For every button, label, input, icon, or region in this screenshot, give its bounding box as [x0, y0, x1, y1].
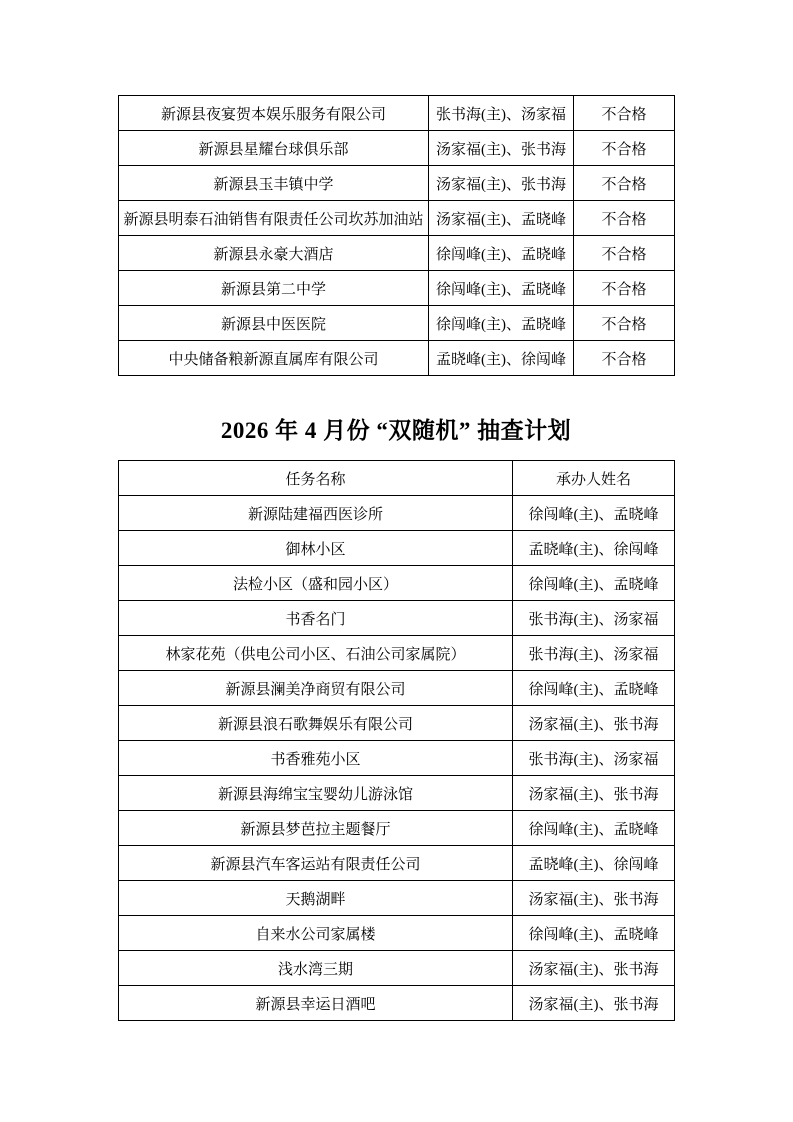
- table-row: [119, 916, 675, 951]
- table-row: [119, 271, 675, 306]
- table-row: [119, 306, 675, 341]
- task-name-cell: 新源县幸运日酒吧: [119, 986, 513, 1021]
- staff-cell: 张书海(主)、汤家福: [513, 601, 675, 636]
- staff-name-header: 承办人姓名: [513, 461, 675, 496]
- entity-name-cell: 新源县玉丰镇中学: [119, 166, 429, 201]
- table-row: [119, 706, 675, 741]
- inspectors-cell: 张书海(主)、汤家福: [429, 96, 574, 131]
- sampling-plan-table: [118, 460, 675, 1021]
- staff-cell: 汤家福(主)、张书海: [513, 986, 675, 1021]
- staff-cell: 孟晓峰(主)、徐闯峰: [513, 531, 675, 566]
- task-name-cell: 自来水公司家属楼: [119, 916, 513, 951]
- task-name-cell: 浅水湾三期: [119, 951, 513, 986]
- inspectors-cell: 徐闯峰(主)、孟晓峰: [429, 306, 574, 341]
- table-row: [119, 341, 675, 376]
- staff-cell: 汤家福(主)、张书海: [513, 776, 675, 811]
- staff-cell: 徐闯峰(主)、孟晓峰: [513, 811, 675, 846]
- entity-name-cell: 新源县第二中学: [119, 271, 429, 306]
- table-row: [119, 566, 675, 601]
- result-cell: 不合格: [574, 271, 675, 306]
- table-row: [119, 636, 675, 671]
- staff-cell: 汤家福(主)、张书海: [513, 951, 675, 986]
- table-row: [119, 201, 675, 236]
- result-cell: 不合格: [574, 341, 675, 376]
- staff-cell: 徐闯峰(主)、孟晓峰: [513, 916, 675, 951]
- task-name-cell: 新源县海绵宝宝婴幼儿游泳馆: [119, 776, 513, 811]
- entity-name-cell: 新源县永豪大酒店: [119, 236, 429, 271]
- task-name-cell: 林家花苑（供电公司小区、石油公司家属院）: [119, 636, 513, 671]
- table-row: [119, 166, 675, 201]
- entity-name-cell: 新源县夜宴贺本娱乐服务有限公司: [119, 96, 429, 131]
- table-row: [119, 881, 675, 916]
- staff-cell: 徐闯峰(主)、孟晓峰: [513, 671, 675, 706]
- table-row: [119, 951, 675, 986]
- inspectors-cell: 徐闯峰(主)、孟晓峰: [429, 271, 574, 306]
- table-header-row: [119, 461, 675, 496]
- entity-name-cell: 新源县明泰石油销售有限责任公司坎苏加油站: [119, 201, 429, 236]
- result-cell: 不合格: [574, 131, 675, 166]
- inspectors-cell: 孟晓峰(主)、徐闯峰: [429, 341, 574, 376]
- result-cell: 不合格: [574, 236, 675, 271]
- table-row: [119, 131, 675, 166]
- task-name-cell: 新源县汽车客运站有限责任公司: [119, 846, 513, 881]
- page-title: 2026 年 4 月份 “双随机” 抽查计划: [220, 418, 572, 443]
- table-row: [119, 986, 675, 1021]
- inspection-results-table: [118, 95, 675, 376]
- task-name-cell: 书香雅苑小区: [119, 741, 513, 776]
- table-row: [119, 741, 675, 776]
- table-row: [119, 96, 675, 131]
- table-row: [119, 601, 675, 636]
- staff-cell: 孟晓峰(主)、徐闯峰: [513, 846, 675, 881]
- staff-cell: 张书海(主)、汤家福: [513, 636, 675, 671]
- staff-cell: 汤家福(主)、张书海: [513, 706, 675, 741]
- task-name-header: 任务名称: [119, 461, 513, 496]
- staff-cell: 汤家福(主)、张书海: [513, 881, 675, 916]
- inspectors-cell: 汤家福(主)、张书海: [429, 166, 574, 201]
- entity-name-cell: 新源县中医医院: [119, 306, 429, 341]
- inspectors-cell: 汤家福(主)、孟晓峰: [429, 201, 574, 236]
- inspectors-cell: 徐闯峰(主)、孟晓峰: [429, 236, 574, 271]
- task-name-cell: 御林小区: [119, 531, 513, 566]
- inspectors-cell: 汤家福(主)、张书海: [429, 131, 574, 166]
- task-name-cell: 新源县浪石歌舞娱乐有限公司: [119, 706, 513, 741]
- task-name-cell: 新源陆建福西医诊所: [119, 496, 513, 531]
- task-name-cell: 新源县澜美净商贸有限公司: [119, 671, 513, 706]
- result-cell: 不合格: [574, 306, 675, 341]
- table-row: [119, 671, 675, 706]
- table-row: [119, 776, 675, 811]
- entity-name-cell: 新源县星耀台球俱乐部: [119, 131, 429, 166]
- staff-cell: 徐闯峰(主)、孟晓峰: [513, 566, 675, 601]
- table-row: [119, 811, 675, 846]
- task-name-cell: 新源县梦芭拉主题餐厅: [119, 811, 513, 846]
- entity-name-cell: 中央储备粮新源直属库有限公司: [119, 341, 429, 376]
- table-row: [119, 496, 675, 531]
- task-name-cell: 天鹅湖畔: [119, 881, 513, 916]
- table-row: [119, 846, 675, 881]
- result-cell: 不合格: [574, 166, 675, 201]
- table-row: [119, 236, 675, 271]
- staff-cell: 徐闯峰(主)、孟晓峰: [513, 496, 675, 531]
- staff-cell: 张书海(主)、汤家福: [513, 741, 675, 776]
- task-name-cell: 法检小区（盛和园小区）: [119, 566, 513, 601]
- result-cell: 不合格: [574, 201, 675, 236]
- task-name-cell: 书香名门: [119, 601, 513, 636]
- table-row: [119, 531, 675, 566]
- result-cell: 不合格: [574, 96, 675, 131]
